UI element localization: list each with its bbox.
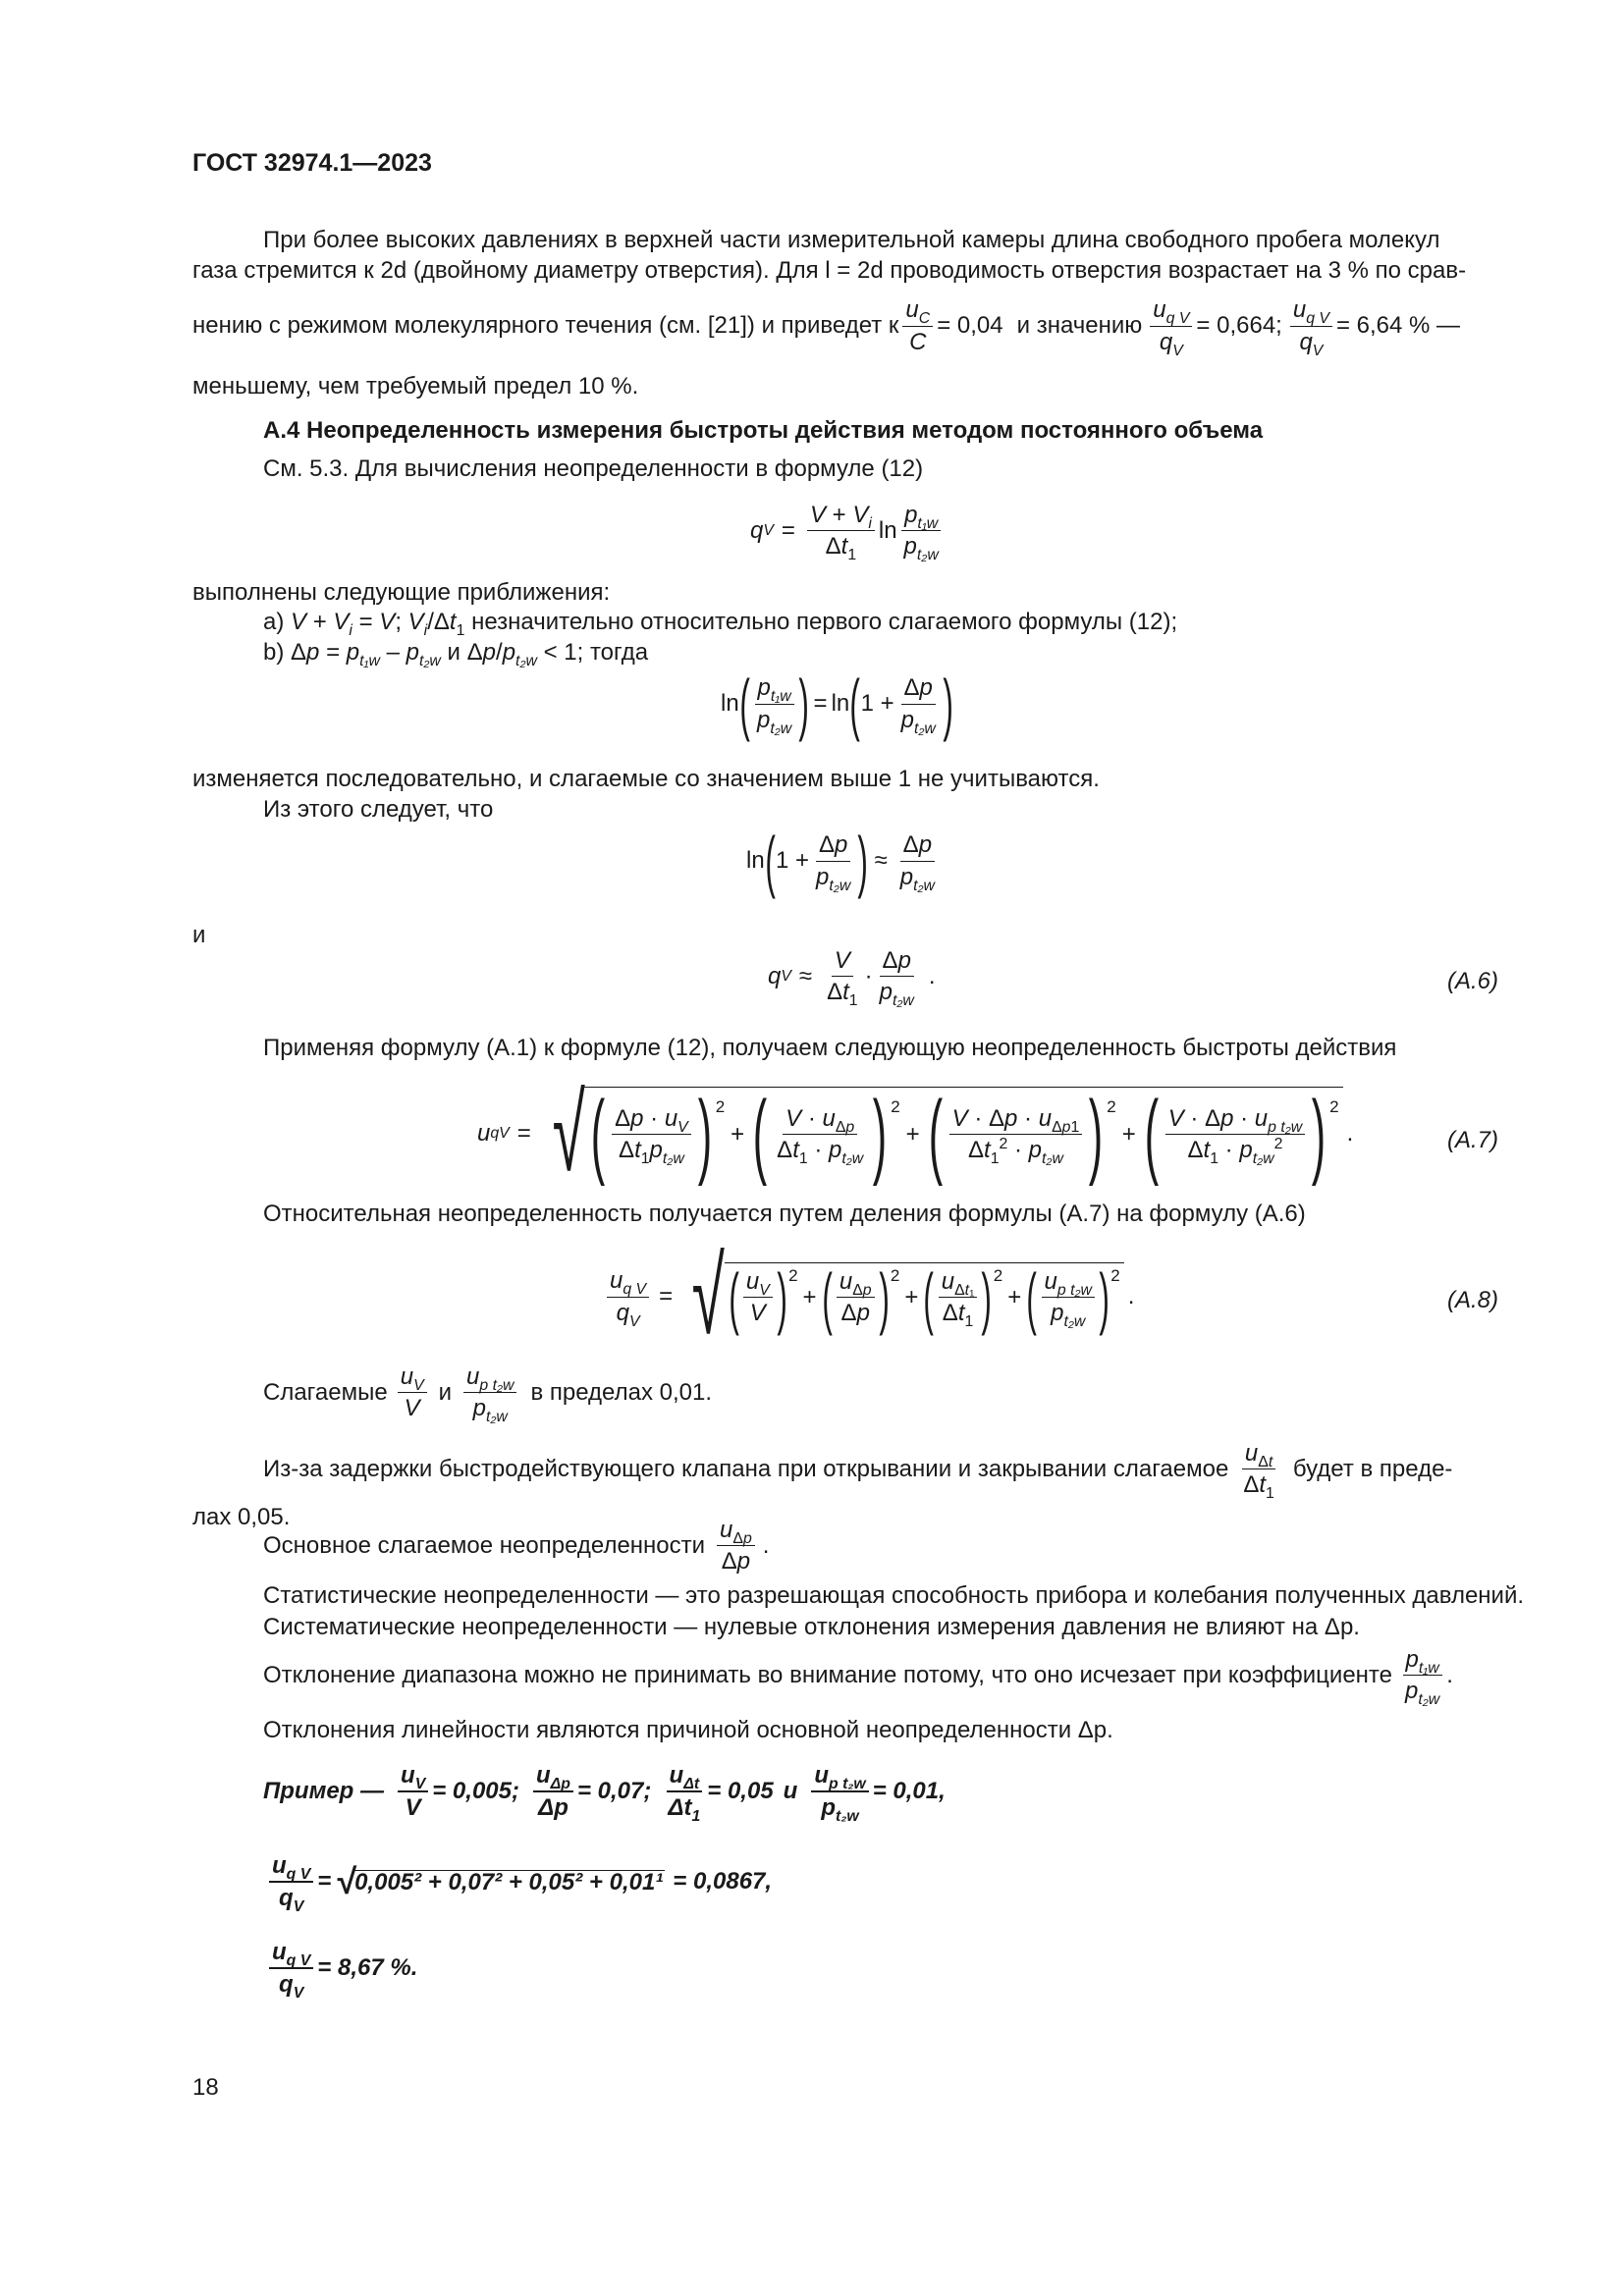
intro-line-2: газа стремится к 2d (двойному диаметру отверстия). Для l = 2d проводимость отверстия возрастает на 3 % по срав- [192,257,1467,284]
terms-line: Слагаемые $\frac{u_V}{V}$ и $\frac{u_{p t_2w}}{p_{t_2w}}$ в пределах 0,01. [263,1363,713,1425]
eq-number-a8: (A.8) [1447,1287,1499,1313]
ratio-uc-value: = 0,04 [937,312,1003,339]
approx-item-b-text: ; тогда [576,639,649,666]
page-number: 18 [192,2074,219,2101]
delay-line: Из-за задержки быстродействующего клапана при открывании и закрывании слагаемое $\frac{u_{\Delta t}}{\Delta t_1}$ будет в преде- [263,1440,1453,1502]
delay-end: лах 0,05. [192,1504,291,1530]
main-term-text: Основное слагаемое неопределенности [263,1531,706,1559]
example-value-3: = 0,05 [707,1778,774,1805]
delay-tail: будет в преде- [1292,1455,1453,1482]
ratio-uqv-qv-2: $\frac{u_{q V}}{q_V}$ [1290,297,1332,353]
systematic-line: Систематические неопределенности — нулевые отклонения измерения давления не влияют на Δp. [263,1614,1360,1640]
example-root-body: 0,005² + 0,07² + 0,05² + 0,01¹ [354,1868,664,1896]
formula-a8: $\frac{u_{q V}}{q_V}$ = √ ( $\frac{u_V}{V}$ ) 2 + ( $\frac{u_{\Delta p}}{\Delta p}$ ) 2 + ( $\frac{u_{\Delta t_1}}{\Delta t_1}$ ) 2 + ( $\frac{u_{p t_2w}}{p_{t_2w}}$ ) 2 . [603,1243,1134,1351]
range-line: Отклонение диапазона можно не принимать во внимание потому, что оно исчезает при коэффициенте $\frac{p_{t_1w}}{p_{t_2w}}$ . [263,1646,1453,1708]
terms-text-b: в пределах 0,01. [530,1378,713,1406]
section-heading: A.4 Неопределенность измерения быстроты действия методом постоянного объема [263,417,1264,444]
example-line-2: $\frac{u_{q V}}{q_V}$ = √ 0,005² + 0,07² + 0,05² + 0,01¹ = 0,0867, [265,1853,772,1910]
document-id: ГОСТ 32974.1—2023 [192,149,432,177]
example-value-2: = 0,07; [576,1778,652,1805]
relative-line: Относительная неопределенность получается путем деления формулы (A.7) на формулу (A.6) [263,1201,1306,1227]
example-result-1: = 0,0867, [673,1868,773,1896]
intro-line-3 [192,296,1461,359]
eq-number-a7: (A.7) [1447,1127,1499,1153]
example-and: и [783,1778,798,1805]
formula-a6: q V ≈ $\frac{V}{\Delta t_1}$ · $\frac{\Delta p}{p_{t_2w}}$ . [768,947,936,1009]
formula-12: q V = $\frac{V + V_i}{\Delta t_1}$ ln $\frac{p_{t_1w}}{p_{t_2w}}$ [750,503,946,559]
approx-item-b: b) $\Delta p = p_{t_1w} - p_{t_2w}$ и $\Delta p/p_{t_2w} < 1$; тогда [263,639,649,669]
ratio-uqv-qv-1: $\frac{u_{q V}}{q_V}$ [1150,297,1192,353]
example-result-2: = 8,67 %. [317,1954,418,1982]
approx-item-a-text: незначительно относительно первого слагаемого формулы (12); [471,609,1178,635]
approx-item-a: a) $V + V_i = V$; $V_i/\Delta t_1$ незначительно относительно первого слагаемого формулы (12); [263,609,1178,639]
series-line: изменяется последовательно, и слагаемые со значением выше 1 не учитываются. [192,766,1100,792]
ratio-uc-c: $\frac{u_C}{C}$ [902,297,933,353]
example-label: Пример — [263,1778,385,1805]
apply-line: Применяя формулу (A.1) к формуле (12), получаем следующую неопределенность быстроты действия [263,1035,1397,1061]
intro-line-3-and: и значению [1016,312,1143,339]
main-term-line: Основное слагаемое неопределенности $\frac{u_{\Delta p}}{\Delta p}$ . [263,1517,770,1575]
approximations-intro: выполнены следующие приближения: [192,579,611,606]
follows-line: Из этого следует, что [263,796,494,823]
formula-ln-ratio: ln ( $\frac{p_{t_1w}}{p_{t_2w}}$ ) = ln ( 1 + $\frac{\Delta p}{p_{t_2w}}$ ) [721,666,953,742]
example-line-1: Пример — $\frac{u_V}{V}$ = 0,005; $\frac{u_{\Delta p}}{\Delta p}$ = 0,07; $\frac{u_{\Delta t}}{\Delta t_1}$ = 0,05 и $\frac{u_{p t_2w}}{p_{t_2w}}$ = 0,01, [263,1762,946,1825]
ratio-uqv-value-1: = 0,664; [1196,312,1282,339]
delay-text: Из-за задержки быстродействующего клапана при открывании и закрывании слагаемое [263,1455,1229,1482]
intro-line-4: меньшему, чем требуемый предел 10 %. [192,373,639,400]
section-ref-line: См. 5.3. Для вычисления неопределенности в формуле (12) [263,455,924,482]
statistical-line: Статистические неопределенности — это разрешающая способность прибора и колебания полученных давлений. [263,1582,1525,1609]
intro-line-3-text: нению с режимом молекулярного течения (см. [21]) и приведет к [192,312,899,339]
formula-ln-approx: ln ( 1 + $\frac{\Delta p}{p_{t_2w}}$ ) ≈ $\frac{\Delta p}{p_{t_2w}}$ [746,823,935,899]
terms-text-and: и [438,1378,453,1406]
example-value-4: = 0,01, [872,1778,946,1805]
example-value-1: = 0,005; [432,1778,519,1805]
eq-number-a6: (A.6) [1447,968,1499,994]
intro-line-1: При более высоких давлениях в верхней части измерительной камеры длина свободного пробега молекул [263,227,1440,253]
linearity-line: Отклонения линейности являются причиной основной неопределенности Δp. [263,1717,1113,1743]
and-connector: и [192,922,206,948]
example-line-3: $\frac{u_{q V}}{q_V}$ = 8,67 %. [265,1940,417,1997]
ratio-uqv-value-2: = 6,64 % — [1335,312,1461,339]
formula-a7: u qV = √ ( $\frac{\Delta p \cdot u_V}{\Delta t_1p_{t_2w}}$ ) 2 + ( $\frac{V \cdot u_{\Delta p}}{\Delta t_1 \cdot p_{t_2w}}$ ) 2 + ( $\frac{V \cdot \Delta p \cdot u_{\Delta p1}}{\Delta t_1^2 \cdot p_{t_2w}}$ ) 2 + ( $\frac{V \cdot \Delta p \cdot u_{p t_2w}}{\Delta t_1 \cdot p_{t_2w}^2}$ ) 2 . [477,1073,1354,1194]
terms-text-a: Слагаемые [263,1378,388,1406]
range-text: Отклонение диапазона можно не принимать во внимание потому, что оно исчезает при коэффициенте [263,1661,1392,1688]
